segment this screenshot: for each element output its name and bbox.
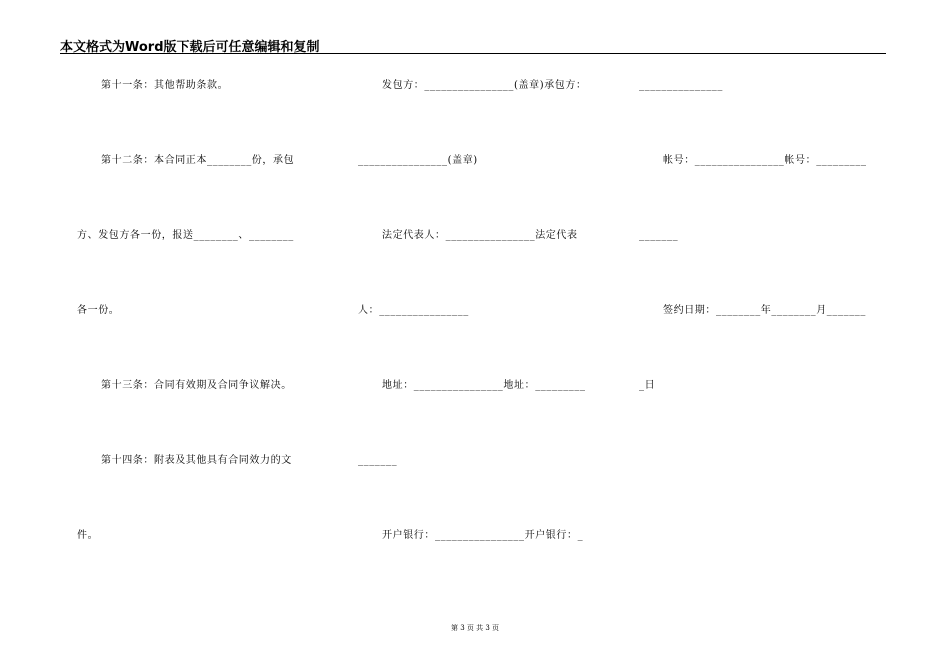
- clause-12-line: 第十二条：本合同正本________份，承包: [101, 155, 295, 166]
- clause-13-line: 第十三条：合同有效期及合同争议解决。: [101, 380, 292, 391]
- signing-date-line: 签约日期：________年________月_______: [663, 305, 866, 316]
- address-line: 地址：________________地址：_________: [382, 380, 586, 391]
- legal-representative-line: 法定代表人：________________法定代表: [382, 230, 578, 241]
- address-continued-line: _______: [358, 455, 398, 466]
- header-divider: [60, 53, 886, 54]
- contractor-blank-line: _______________: [639, 80, 723, 91]
- legal-representative-continued-line: 人：________________: [358, 305, 469, 316]
- legal-representative-blank-line: _______: [639, 230, 679, 241]
- employer-signature-line: 发包方：________________(盖章)承包方：: [382, 80, 587, 91]
- clause-11-line: 第十一条：其他帮助条款。: [101, 80, 229, 91]
- page-footer: 第 3 页 共 3 页: [450, 624, 500, 632]
- signing-date-day-line: _日: [639, 380, 656, 391]
- clause-14-end-line: 件。: [77, 530, 99, 541]
- clause-14-line: 第十四条：附表及其他具有合同效力的文: [101, 455, 292, 466]
- page-header-title: 本文格式为Word版下载后可任意编辑和复制: [60, 40, 320, 55]
- bank-line: 开户银行：________________开户银行：_: [382, 530, 584, 541]
- clause-12-end-line: 各一份。: [77, 305, 120, 316]
- account-number-line: 帐号：________________帐号：_________: [663, 155, 867, 166]
- contractor-seal-line: ________________(盖章): [358, 155, 478, 166]
- clause-12-continued-line: 方、发包方各一份，报送________、________: [77, 230, 294, 241]
